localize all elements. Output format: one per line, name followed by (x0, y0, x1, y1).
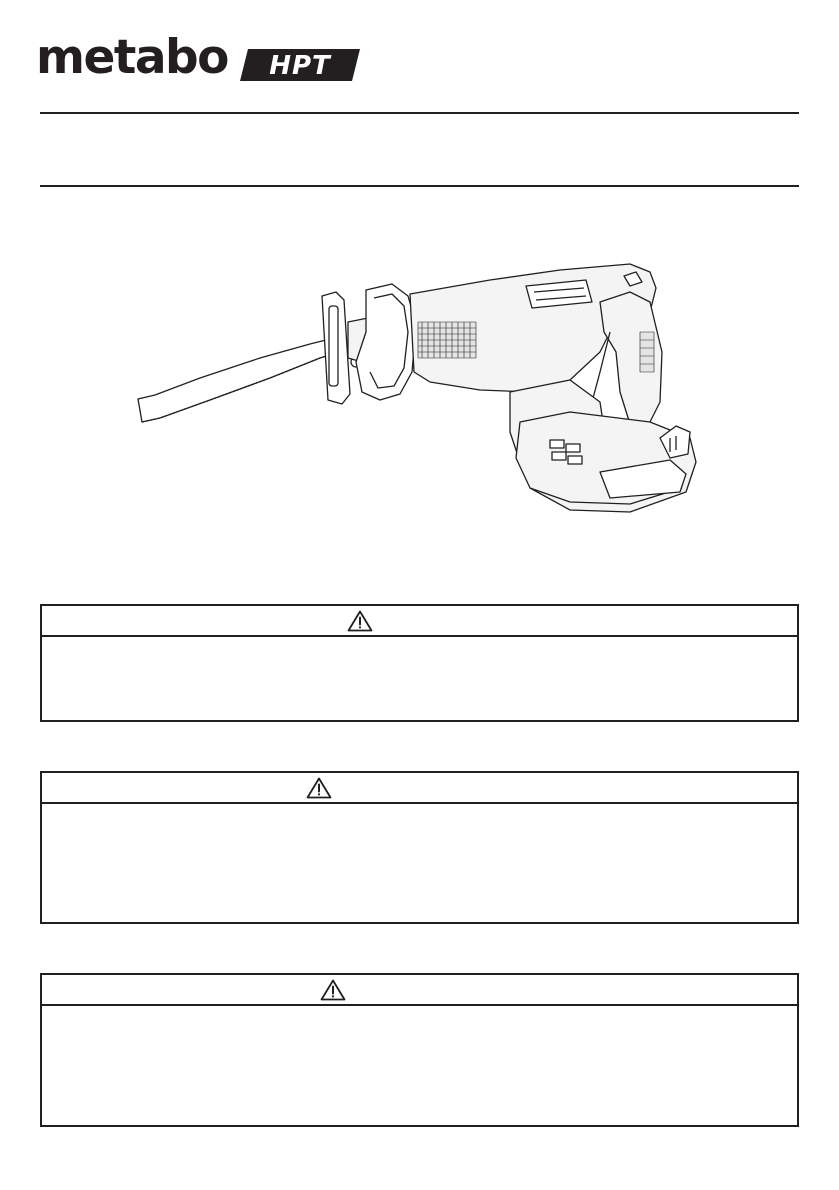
warning-triangle-icon (306, 777, 332, 799)
header-rule-bottom (40, 185, 799, 187)
brand-logo (36, 30, 336, 86)
warning-box (40, 771, 799, 924)
header-rule-top (40, 112, 799, 114)
warning-box (40, 604, 799, 722)
warning-triangle-icon (347, 610, 373, 632)
brand-wordmark: metabo (36, 30, 228, 85)
warning-box-header (42, 975, 797, 1006)
warning-box-header (42, 606, 797, 637)
warning-box-header (42, 773, 797, 804)
warning-box (40, 973, 799, 1127)
brand-badge (240, 49, 360, 81)
warning-triangle-icon (320, 979, 346, 1001)
brand-badge-text: HPT (269, 51, 331, 81)
product-illustration (130, 262, 700, 514)
